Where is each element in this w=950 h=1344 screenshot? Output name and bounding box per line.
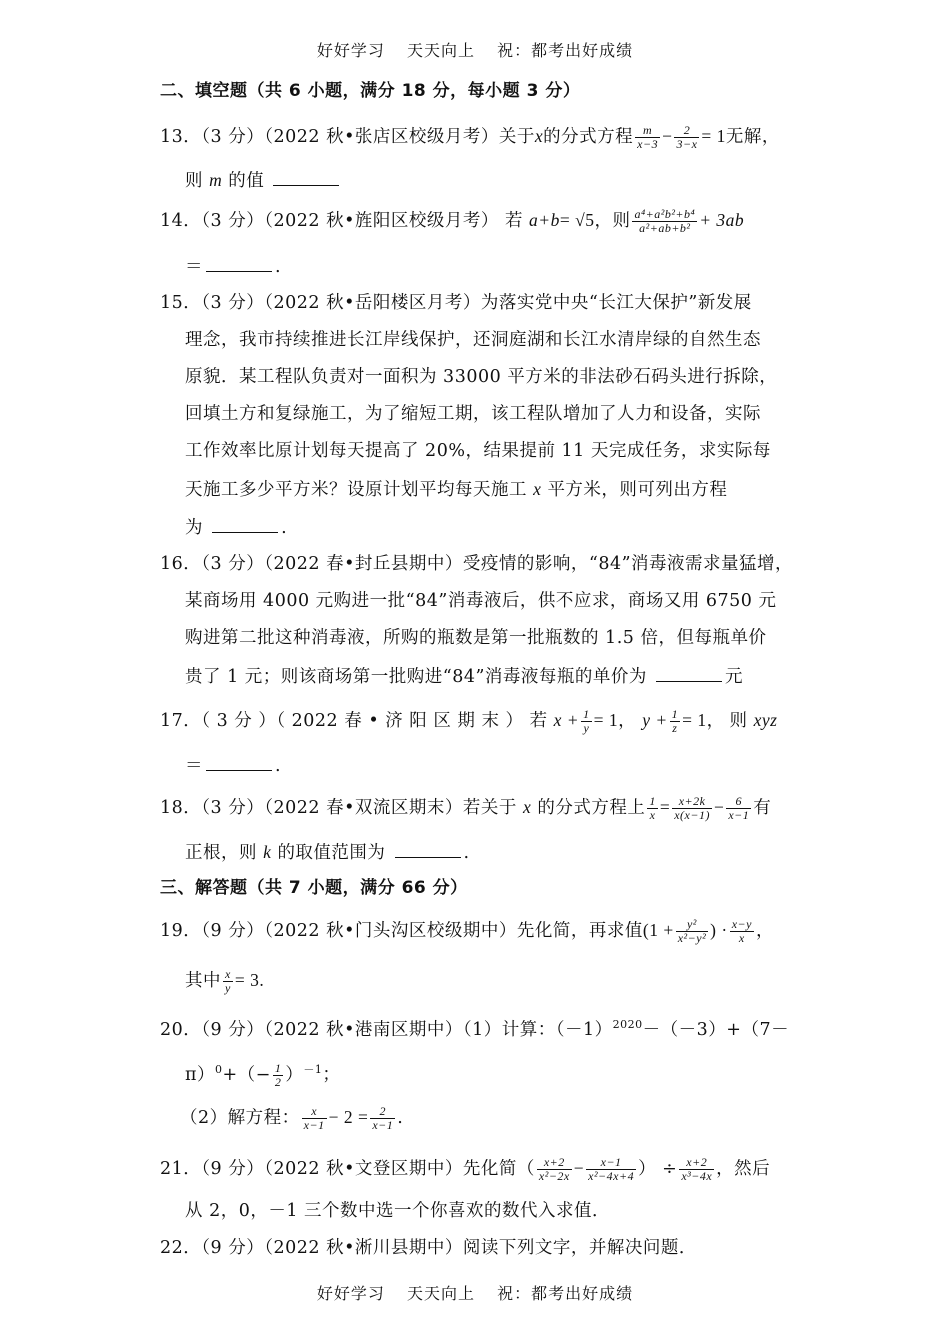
question-16-line-3: 购进第二批这种消毒液，所购的瓶数是第一批瓶数的 1.5 倍，但每瓶单价 — [185, 628, 767, 648]
question-20-line-2: π）$^0$+（− $\frac{1}{2}$ ）$^{-1}$； — [185, 1060, 341, 1089]
answer-blank-15[interactable] — [212, 514, 278, 533]
question-17-line-1: 17．（ 3 分 ）（ 2022 春 • 济 阳 区 期 末 ） 若 x + $\frac{1}{y}$ = 1， y + $\frac{1}{z}$ = 1， 则 xyz — [160, 707, 778, 735]
answer-blank-14[interactable] — [206, 253, 272, 272]
question-20-line-3: （2）解方程： $\frac{x}{x-1}$ − 2 = $\frac{2}{x-1}$ . — [180, 1104, 404, 1132]
question-18-line-2: 正根，则 k 的取值范围为 . — [185, 839, 825, 865]
question-15-line-2: 理念，我市持续推进长江岸线保护，还洞庭湖和长江水清岸绿的自然生态 — [185, 330, 761, 350]
section-3-title: 三、解答题（共 7 小题，满分 66 分） — [160, 878, 468, 898]
page-header — [0, 38, 950, 61]
question-14-line-1: 14．（3 分）（2022 秋•旌阳区校级月考） 若 a+b= √5，则 $\frac{\text{a⁴+a²b²+b⁴}}{\text{a²+ab+b²}}$ + 3ab — [160, 207, 745, 235]
answer-blank-13[interactable] — [273, 167, 339, 186]
footer-text-2: 天天向上 — [406, 1284, 475, 1303]
question-15-line-4: 回填土方和复绿施工，为了缩短工期，该工程队增加了人力和设备，实际 — [185, 404, 761, 424]
question-15-line-5: 工作效率比原计划每天提高了 20%，结果提前 11 天完成任务，求实际每 — [185, 441, 771, 461]
question-14-line-2: ＝ . — [185, 253, 825, 279]
question-15-line-1: 15．（3 分）（2022 秋•岳阳楼区月考）为落实党中央“长江大保护”新发展 — [160, 293, 752, 313]
question-18-line-1: 18．（3 分）（2022 春•双流区期末）若关于 x 的分式方程上 $\frac{1}{x}$ = $\frac{x+2k}{x(x-1)}$ − $\frac{6}{x-1}$ 有 — [160, 794, 772, 822]
question-15-line-3: 原貌．某工程队负责对一面积为 33000 平方米的非法砂石码头进行拆除， — [185, 367, 778, 387]
section-2-title: 二、填空题（共 6 小题，满分 18 分，每小题 3 分） — [160, 81, 581, 101]
header-text-3: 祝：都考出好成绩 — [497, 41, 634, 60]
question-16-line-1: 16．（3 分）（2022 春•封丘县期中）受疫情的影响，“84”消毒液需求量猛增， — [160, 554, 794, 574]
question-17-line-2: ＝ . — [185, 752, 825, 778]
header-text-2: 天天向上 — [406, 41, 475, 60]
question-15-line-6: 天施工多少平方米？设原计划平均每天施工 x 平方米，则可列出方程 — [185, 479, 728, 500]
header-text-1: 好好学习 — [316, 41, 385, 60]
question-19-line-2: 其中 $\frac{x}{y}$ = 3. — [185, 967, 265, 995]
answer-blank-18[interactable] — [395, 839, 461, 858]
question-16-line-2: 某商场用 4000 元购进一批“84”消毒液后，供不应求，商场又用 6750 元 — [185, 591, 777, 611]
question-13-line-1: 13．（3 分）（2022 秋•张店区校级月考）关于x的分式方程 $\frac{m}{x-3}$ − $\frac{2}{3-x}$ = 1无解， — [160, 123, 780, 151]
footer-text-3: 祝：都考出好成绩 — [497, 1284, 634, 1303]
question-19-line-1: 19．（9 分）（2022 秋•门头沟区校级期中）先化简，再求值(1 + $\frac{\text{y²}}{\text{x²−y²}}$ ) · $\frac{x-y}{x}$ ， — [160, 917, 774, 945]
question-22-line-1: 22．（9 分）（2022 秋•淅川县期中）阅读下列文字，并解决问题． — [160, 1238, 697, 1258]
answer-blank-17[interactable] — [206, 752, 272, 771]
question-16-line-4: 贵了 1 元；则该商场第一批购进“84”消毒液每瓶的单价为 元 — [185, 663, 825, 689]
footer-text-1: 好好学习 — [316, 1284, 385, 1303]
answer-blank-16[interactable] — [656, 663, 722, 682]
page-footer — [0, 1281, 950, 1304]
question-21-line-2: 从 2，0，－1 三个数中选一个你喜欢的数代入求值． — [185, 1201, 611, 1221]
question-13-line-2: 则 m 的值 — [185, 167, 825, 193]
question-20-line-1: 20．（9 分）（2022 秋•港南区期中）（1）计算：$(-1)^{2020}-(-3)+(7-$ — [160, 1018, 790, 1040]
question-15-line-7: 为 . — [185, 514, 825, 540]
question-21-line-1: 21．（9 分）（2022 秋•文登区期中）先化简（ $\frac{x+2}{\text{x²−2x}}$ − $\frac{x-1}{\text{x²−4x+4}}$ ） ÷ $\frac{x+2}{\text{x³−4x}}$ ，然后 — [160, 1155, 771, 1183]
